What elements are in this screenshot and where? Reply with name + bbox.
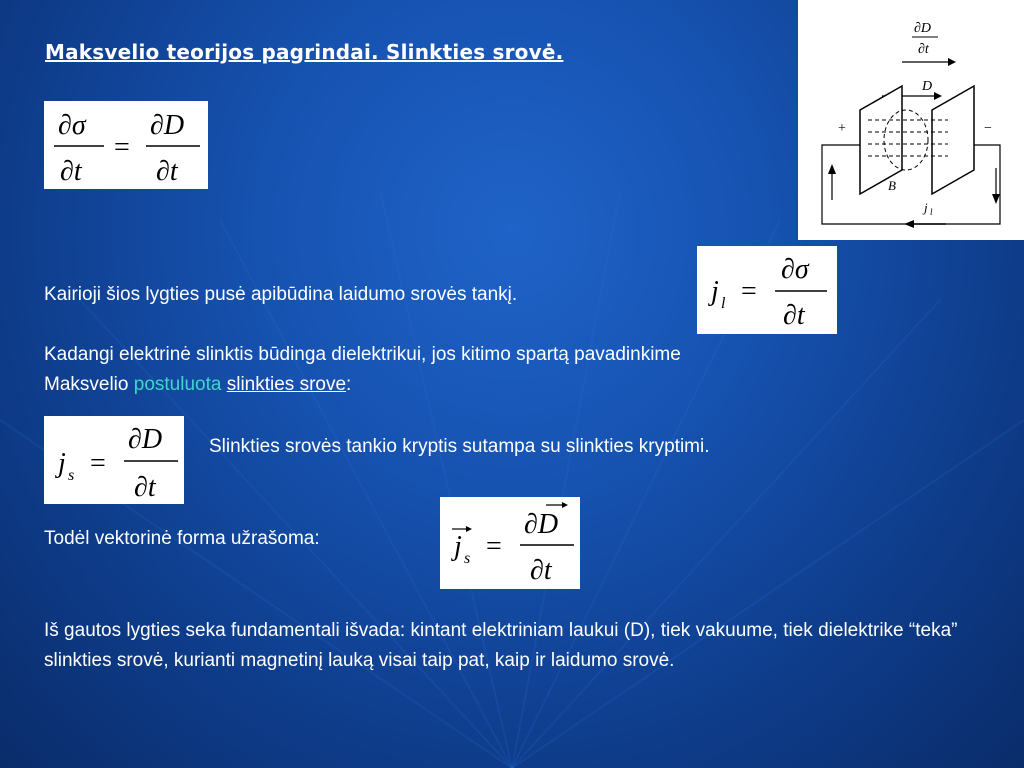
equation-conduction-current xyxy=(697,246,837,334)
eq2-j: j xyxy=(711,276,719,307)
diagram-dD-numerator: ∂D xyxy=(914,21,932,36)
eq2-equals: = xyxy=(741,276,757,307)
eq4-D-vector-arrowhead xyxy=(562,502,568,508)
eq4-subscript: s xyxy=(464,550,471,567)
eq4-j-vector-arrowhead xyxy=(466,526,472,532)
diagram-label-D: D xyxy=(922,79,933,94)
equation-charge-displacement xyxy=(44,101,208,189)
diagram-label-minus: − xyxy=(984,121,992,136)
left-current-arrowhead xyxy=(828,164,836,174)
eq3-subscript: s xyxy=(68,467,75,484)
eq3-numerator: ∂D xyxy=(128,424,163,455)
maksvelio-text: Maksvelio xyxy=(44,374,134,395)
conduction-current-text: Kairioji šios lygties pusė apibūdina laidumo srovės tankį. xyxy=(44,284,518,305)
diagram-label-plus: + xyxy=(838,121,846,136)
eq4-j: j xyxy=(454,531,462,562)
eq1-lhs-numerator: ∂σ xyxy=(58,110,86,141)
equation-displacement-current xyxy=(44,416,184,504)
diagram-label-j: j xyxy=(924,200,928,215)
diagram-dD-denominator: ∂t xyxy=(918,42,929,57)
diagram-label-j-sub: l xyxy=(930,207,933,217)
direction-text: Slinkties srovės tankio kryptis sutampa su slinkties kryptimi. xyxy=(209,436,710,457)
eq3-equals: = xyxy=(90,448,106,479)
eq4-equals: = xyxy=(486,531,502,562)
eq1-lhs-denominator: ∂t xyxy=(60,156,82,187)
right-current-arrowhead xyxy=(992,194,1000,204)
displacement-line-b: Maksvelio postuluota slinkties srove: xyxy=(44,374,352,395)
postuluota-text: postuluota xyxy=(133,374,222,395)
diagram-dD-arrowhead xyxy=(948,58,956,66)
eq3-j: j xyxy=(58,448,66,479)
right-plate xyxy=(932,86,974,194)
vector-form-text: Todėl vektorinė forma užrašoma: xyxy=(44,528,320,549)
eq2-subscript: l xyxy=(721,295,726,312)
eq2-denominator: ∂t xyxy=(783,300,805,331)
eq1-rhs-denominator: ∂t xyxy=(156,156,178,187)
displacement-line-a: Kadangi elektrinė slinktis būdinga dielektrikui, jos kitimo spartą pavadinkime xyxy=(44,344,681,365)
conclusion-paragraph: Iš gautos lygties seka fundamentali išvada: kintant elektriniam laukui (D), tiek vakuume, tiek dielektrike “teka” slinkties srovė, kurianti magnetinį lauką visai taip pat, kaip ir laidumo srovė. xyxy=(44,620,958,671)
eq3-denominator: ∂t xyxy=(134,472,156,503)
diagram-j-arrowhead xyxy=(904,220,914,228)
equation-vector-displacement xyxy=(440,497,580,589)
slide-title: Maksvelio teorijos pagrindai. Slinkties srovė. xyxy=(45,40,564,64)
diagram-D-arrowhead xyxy=(934,92,942,100)
eq4-denominator: ∂t xyxy=(530,555,552,586)
eq1-equals: = xyxy=(114,132,130,163)
diagram-label-B: B xyxy=(888,178,896,193)
slinkties-srove-link[interactable]: slinkties srove xyxy=(226,374,347,395)
capacitor-displacement-diagram xyxy=(798,0,1024,240)
displacement-current-paragraph xyxy=(44,340,924,400)
eq2-numerator: ∂σ xyxy=(781,254,809,285)
eq1-rhs-numerator: ∂D xyxy=(150,110,185,141)
eq4-numerator: ∂D xyxy=(524,509,559,540)
